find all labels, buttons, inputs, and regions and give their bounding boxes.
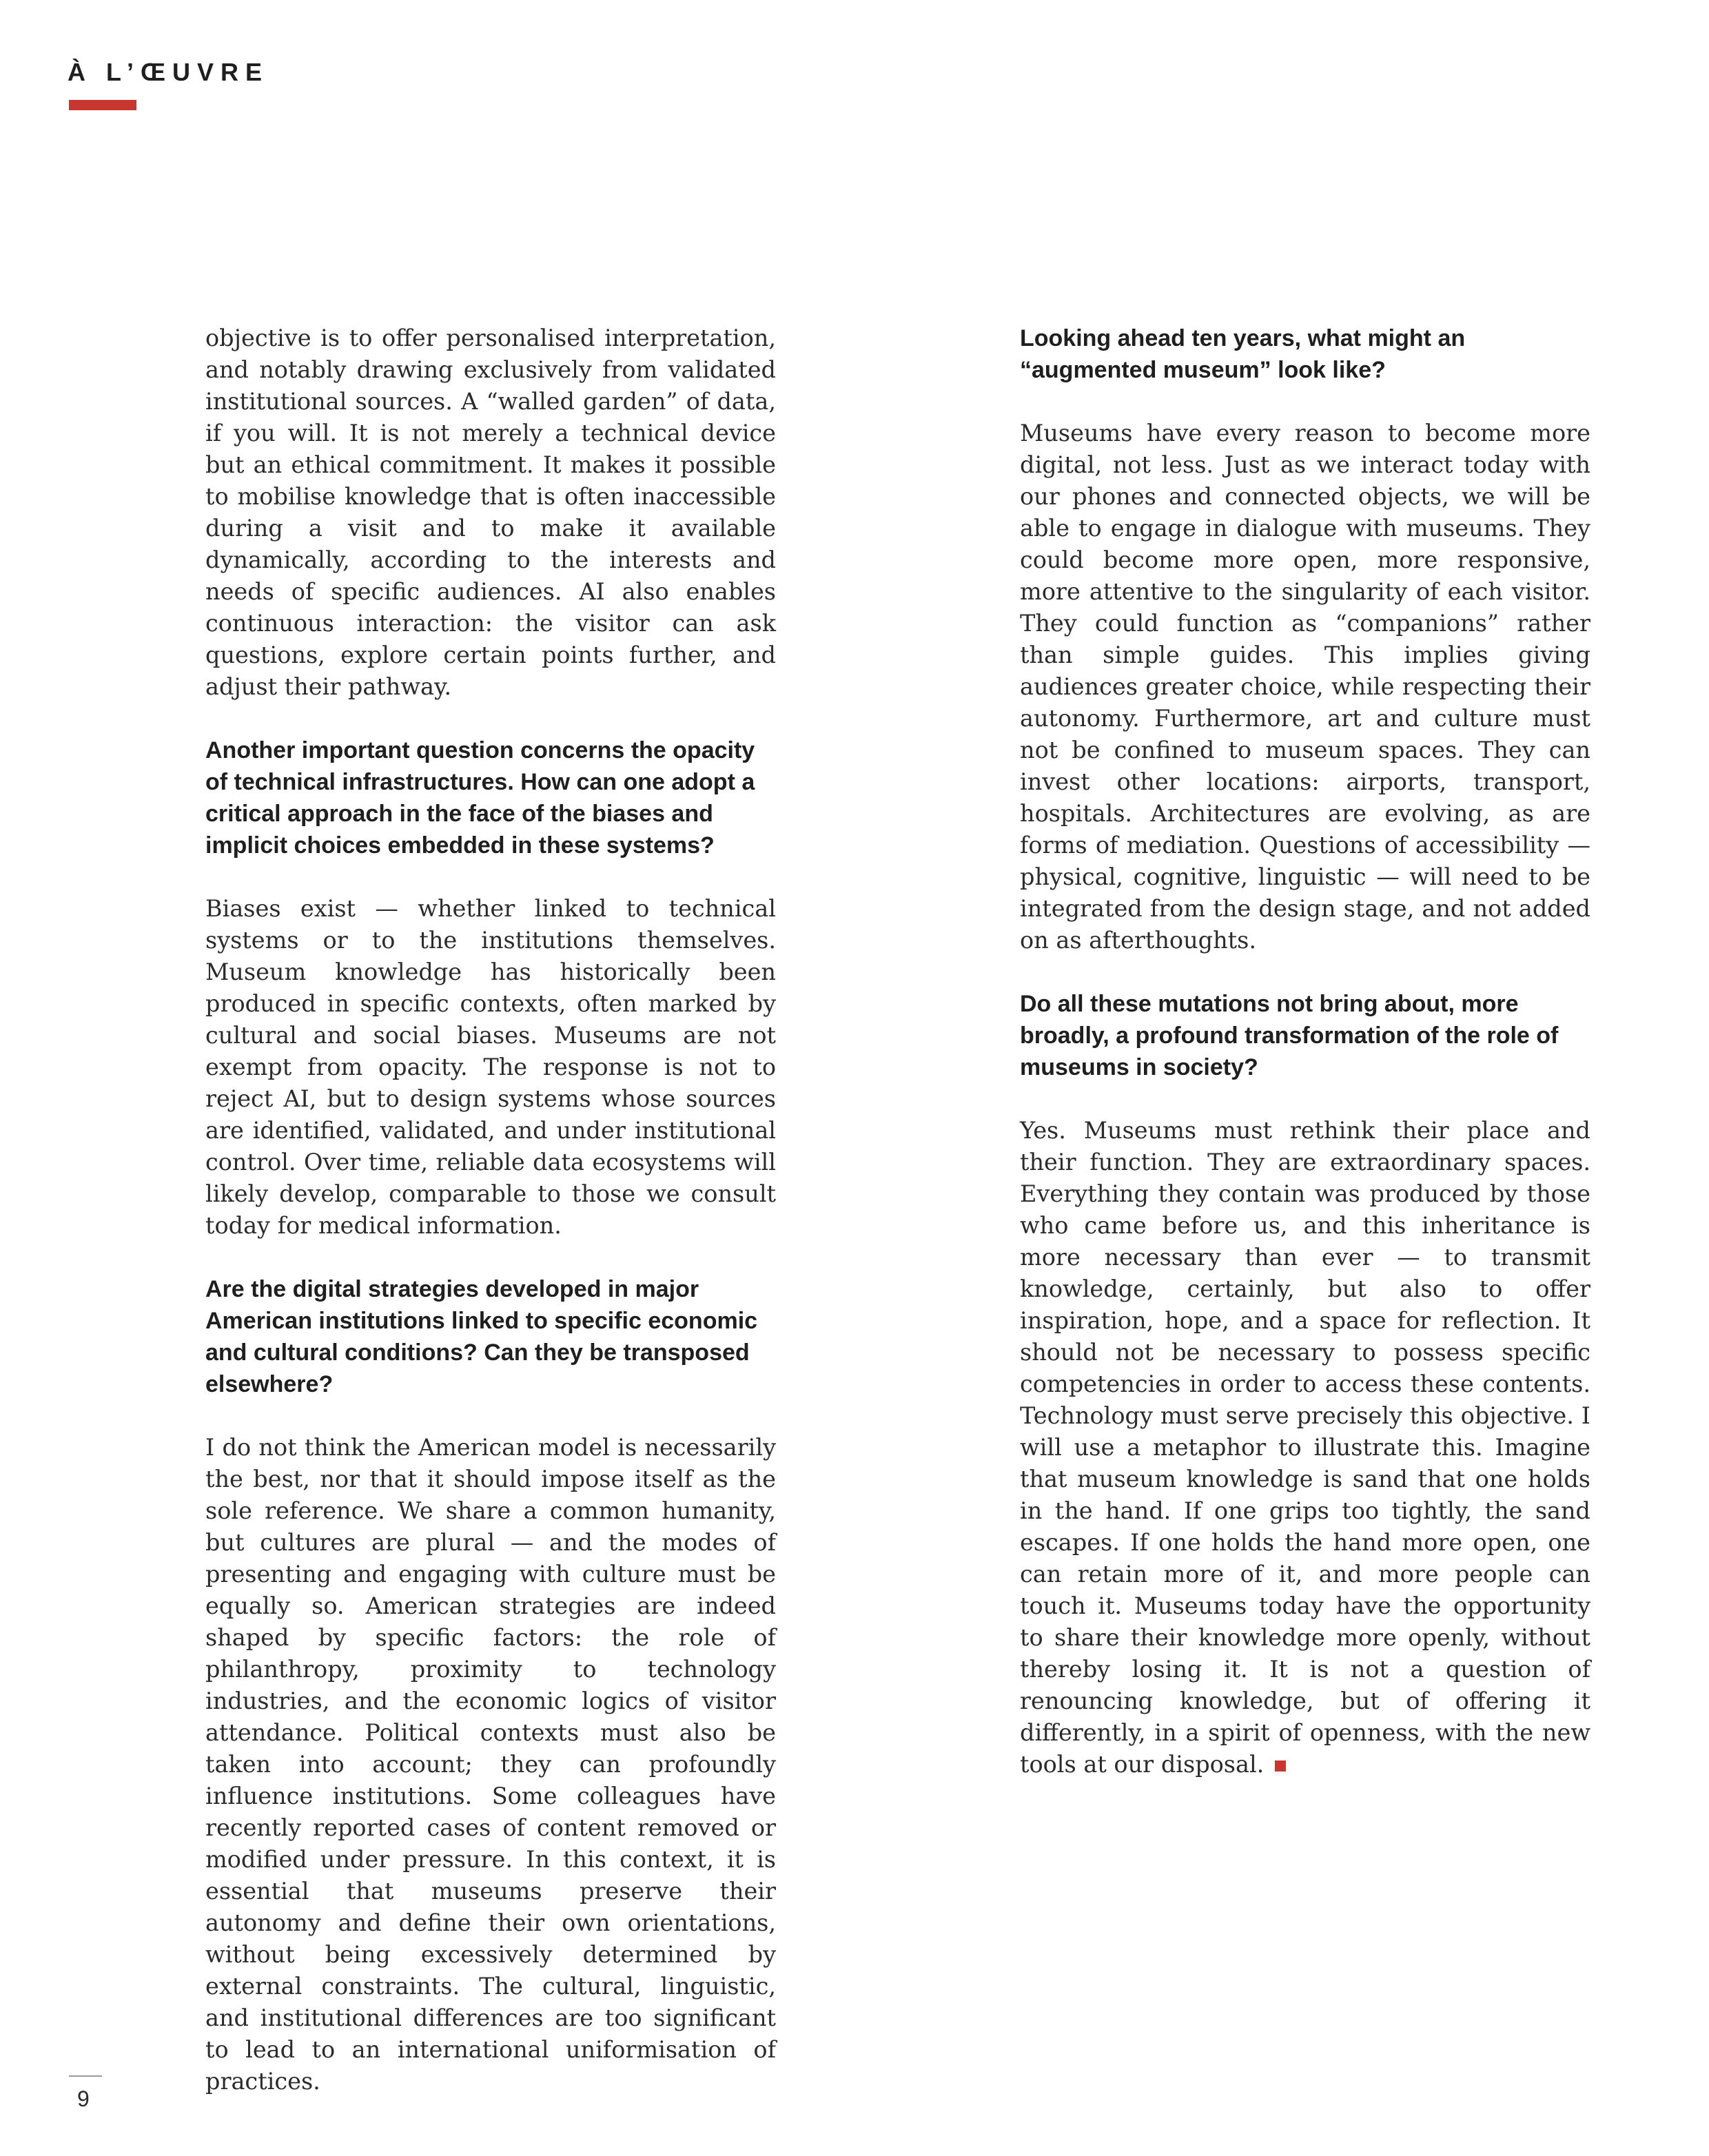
left-column — [205, 322, 776, 2129]
interview-question: Another important question concerns the opacity of technical infrastructures. How can one adopt a critical approach in the face of the biases and implicit choices embedded in these systems? — [205, 737, 755, 859]
right-column — [1020, 322, 1590, 1812]
page-number: 9 — [77, 2086, 90, 2111]
closing-paragraph — [1020, 1115, 1590, 1780]
body-paragraph: Biases exist — whether linked to technical systems or to the institutions themselves. Museum knowledge has historically been produced in specific contexts, often marked by cultural and social biases. Museums are not exempt from opacity. The response is not to reject AI, but to design systems whose sources are identified, validated, and under institutional control. Over time, reliable data ecosystems will likely develop, comparable to those we consult today for medical information. — [205, 895, 776, 1239]
folio-rule — [69, 2075, 102, 2077]
end-of-article-mark — [1275, 1760, 1286, 1772]
body-paragraph: I do not think the American model is necessarily the best, nor that it should impose itself as the sole reference. We share a common humanity, but cultures are plural — and the modes of presenting and engaging with culture must be equally so. American strategies are indeed shaped by specific factors: the role of philanthropy, proximity to technology industries, and the economic logics of visitor attendance. Political contexts must also be taken into account; they can profoundly influence institutions. Some colleagues have recently reported cases of content removed or modified under pressure. In this context, it is essential that museums preserve their autonomy and define their own orientations, without being excessively determined by external constraints. The cultural, linguistic, and institutional differences are too significant to lead to an international uniformisation of practices. — [205, 1434, 776, 2095]
body-paragraph: Museums have every reason to become more digital, not less. Just as we interact today with our phones and connected objects, we will be able to engage in dialogue with museums. They could become more open, more responsive, more attentive to the singularity of each visitor. They could function as “companions” rather than simple guides. This implies giving audiences greater choice, while respecting their autonomy. Furthermore, art and culture must not be confined to museum spaces. They can invest other locations: airports, transport, hospitals. Architectures are evolving, as are forms of mediation. Questions of accessibility — physical, cognitive, linguistic — will need to be integrated from the design stage, and not added on as afterthoughts. — [1020, 420, 1590, 954]
interview-question: Are the digital strategies developed in major American institutions linked to specific economic and cultural conditions? Can they be transposed elsewhere? — [205, 1276, 758, 1397]
interview-question: Do all these mutations not bring about, more broadly, a profound transformation of the role of museums in society? — [1020, 991, 1559, 1080]
closing-paragraph-text: Yes. Museums must rethink their place and their function. They are extraordinary spaces. Everything they contain was produced by those who came before us, and this inheritance is more necessary than ever — to transmit knowledge, certainly, but also to offer inspiration, hope, and a space for reflection. It should not be necessary to possess specific competencies in order to access these contents. Technology must serve precisely this objective. I will use a metaphor to illustrate this. Imagine that museum knowledge is sand that one holds in the hand. If one grips too tightly, the sand escapes. If one holds the hand more open, one can retain more of it, and more people can touch it. Museums today have the opportunity to share their knowledge more openly, without thereby losing it. It is not a question of renouncing knowledge, but of offering it differently, in a spirit of openness, with the new tools at our disposal. — [1020, 1117, 1590, 1778]
body-paragraph: objective is to offer personalised interpretation, and notably drawing exclusively from validated institutional sources. A “walled garden” of data, if you will. It is not merely a technical device but an ethical commitment. It makes it possible to mobilise knowledge that is often inaccessible during a visit and to make it available dynamically, according to the interests and needs of specific audiences. AI also enables continuous interaction: the visitor can ask questions, explore certain points further, and adjust their pathway. — [205, 325, 776, 700]
section-accent-bar — [69, 100, 136, 110]
interview-question: Looking ahead ten years, what might an “augmented museum” look like? — [1020, 325, 1466, 383]
section-label: À L’ŒUVRE — [68, 58, 269, 86]
